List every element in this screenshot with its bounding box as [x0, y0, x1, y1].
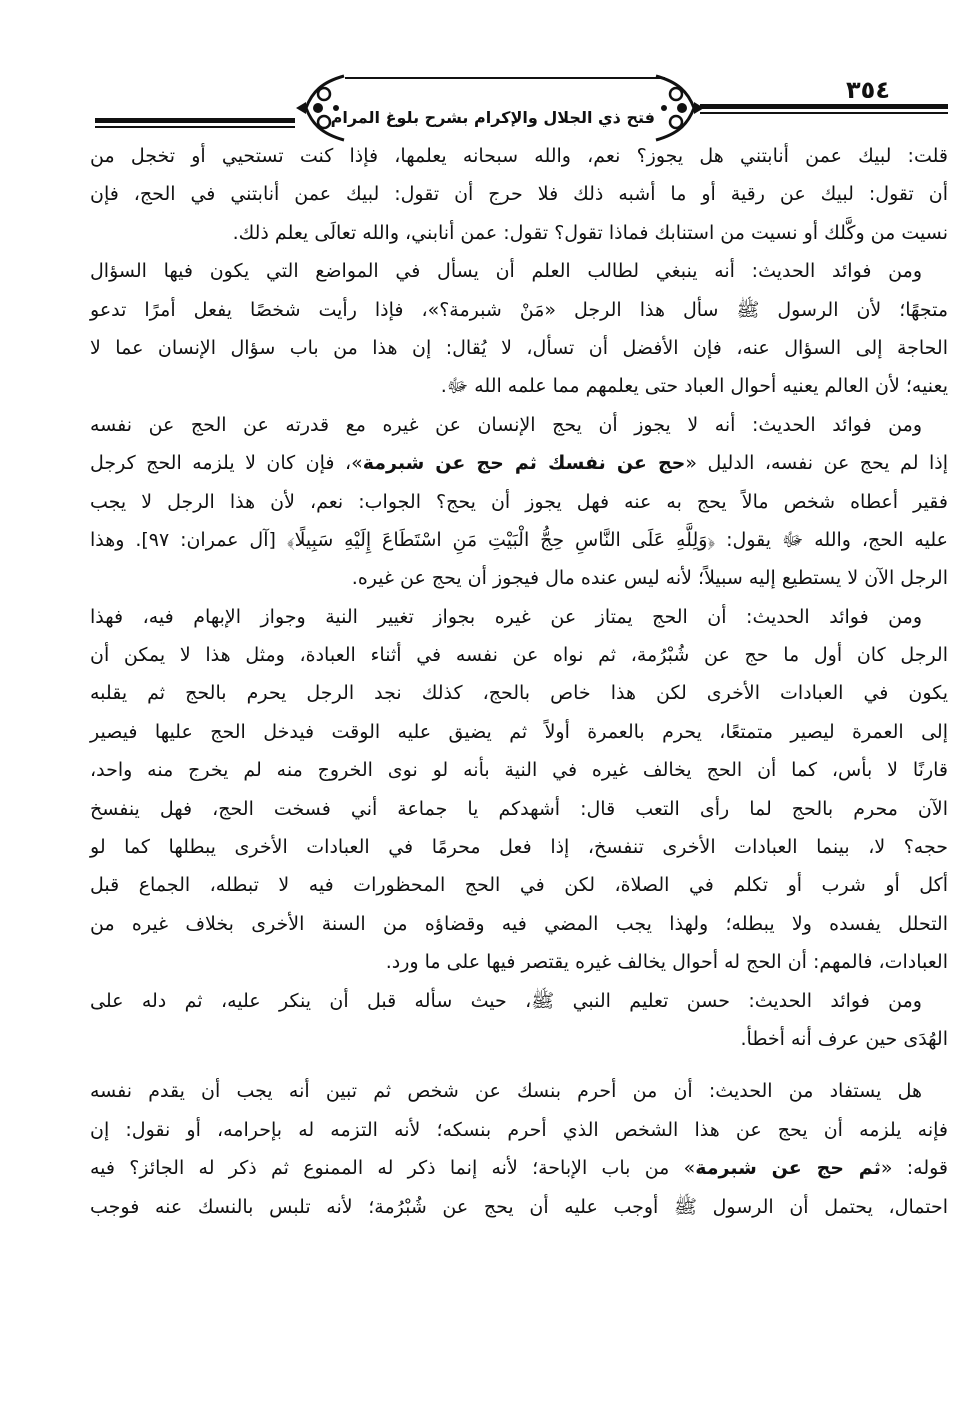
text-line: [90, 1072, 948, 1110]
text-segment: الآن محرم بالحج لما رأى التعب قال: أشهدكم يا جماعة أني فسخت الحج، فهل ينفسخ: [90, 797, 948, 820]
text-line: [90, 1111, 948, 1149]
text-segment: الرجل الآن لا يستطيع إليه سبيلاً؛ لأنه ليس عنده مال فيجوز أن يحج عن غيره.: [351, 567, 948, 590]
header-rule-top: [345, 77, 665, 79]
text-line: [90, 137, 948, 175]
page-body: [90, 137, 948, 1226]
text-segment: حجه؟ لا، بينما العبادات الأخرى تنفسخ، إذا فعل محرمًا في العبادات الأخرى يبطلها كما لو: [90, 836, 948, 859]
text-segment: أكل أو شرب أو تكلم في الصلاة، لكن في الحج المحظورات فيه لا تبطله، الجماع قبل: [90, 874, 948, 897]
text-line: [90, 367, 948, 405]
text-segment: قلت: لبيك عمن أنابتني هل يجوز؟ نعم، والله سبحانه يعلمها، فإذا كنت تستحيي أو تخجل من: [90, 145, 948, 167]
text-line: [90, 329, 948, 367]
header-rule-right-thin: [700, 112, 948, 114]
text-segment: أن تقول: لبيك عن رقية أو ما أشبه ذلك فلا حرج أن تقول: لبيك عمن أنابتني في الحج، فإن: [90, 183, 948, 206]
text-segment: نسيت من وكَّلك أو نسيت من استنابك فماذا تقول؟ تقول: عمن أنابني، والله تعالَى يعلم ذلك.: [232, 221, 948, 244]
text-line: [90, 252, 948, 290]
text-line: [90, 483, 948, 521]
text-segment: الحاجة إلى السؤال عنه، فإن الأفضل أن تسأل، لا يُقال: إن هذا من باب سؤال الإنسان عما لا: [90, 336, 948, 359]
text-segment: العبادات، فالمهم: أن الحج له أحوال يخالف غيره يقتصر فيها على ما ورد.: [385, 951, 948, 974]
text-line: [90, 444, 948, 482]
text-line: [90, 175, 948, 213]
text-line: [90, 982, 948, 1020]
text-segment: قارنًا لا بأس، كما أن الحج يخالف غيره في النية بأنه لو نوى الخروج منه لم يخرج منه واحد،: [90, 759, 948, 782]
text-line: [90, 598, 948, 636]
text-segment: ومن فوائد الحديث: أن الحج يمتاز عن غيره بجواز تغيير النية وجواز الإبهام فيه، فهذا: [90, 605, 922, 628]
text-line: [90, 674, 948, 712]
text-segment: ومن فوائد الحديث: أنه لا يجوز أن يحج الإنسان عن غيره مع قدرته عن الحج عن نفسه: [90, 413, 922, 436]
text-segment: »، فإن كان لا يلزمه الحج كرجل: [90, 452, 363, 475]
text-segment: الرجل كان أول ما حج عن شُبْرُمة، ثم نواه عن نفسه في أثناء العبادة، ومثل هذا لا يمكن أن: [90, 644, 948, 667]
text-segment: فقير أعطاه شخص مالاً يحج به عنه فهل يجوز أن يحج؟ الجواب: نعم، لأن هذا الرجل لا يجب: [90, 490, 948, 513]
page-number: ٣٥٤: [846, 76, 890, 104]
paragraph: [90, 598, 948, 982]
header-rule-right-thick: [700, 104, 948, 109]
text-line: [90, 214, 948, 252]
ornament-icon: [650, 72, 708, 144]
text-line: [90, 751, 948, 789]
text-line: [90, 1188, 948, 1226]
text-line: [90, 1020, 948, 1058]
paragraph: [90, 252, 948, 406]
text-segment: يعنيه؛ لأن العالم يعنيه أحوال العباد حتى يعلمهم مما علمه الله ﷻ.: [440, 375, 948, 398]
text-segment: ومن فوائد الحديث: حسن تعليم النبي ﷺ، حيث سأله قبل أن ينكر عليه، ثم دله على: [90, 989, 922, 1012]
text-segment: قوله: «: [880, 1157, 949, 1180]
text-line: [90, 828, 948, 866]
text-segment: هل يستفاد من الحديث: أن من أحرم بنسك عن شخص ثم تبين أنه يجب أن يقدم نفسه: [90, 1080, 922, 1103]
header-rule-left-thick: [95, 118, 295, 123]
text-segment: إذا لم يحج عن نفسه، الدليل «: [685, 452, 948, 475]
hadith-quote-bold: ثم حج عن شبرمة: [695, 1157, 881, 1180]
text-segment: » من باب الإباحة؛ لأنه إنما ذكر له الممنوع ثم ذكر له الجائز؟ فيه: [90, 1157, 696, 1180]
text-segment: إلى العمرة ليصير متمتعًا، يحرم بالعمرة أولاً ثم يضيق عليه الوقت فيدخل الحج عليها فيصير: [90, 720, 948, 743]
paragraph: [90, 137, 948, 252]
text-segment: يكون في العبادات الأخرى لكن هذا خاص بالحج، كذلك نجد الرجل يحرم بالحج ثم يقلبه: [90, 682, 948, 705]
text-segment: ومن فوائد الحديث: أنه ينبغي لطالب العلم أن يسأل في المواضع التي يكون فيها السؤال: [90, 260, 922, 283]
book-title: فتح ذي الجلال والإكرام بشرح بلوغ المرام: [330, 108, 655, 127]
paragraph: [90, 982, 948, 1059]
text-segment: الهُدَى حين عرف أنه أخطأ.: [740, 1027, 948, 1050]
text-line: [90, 713, 948, 751]
text-line: [90, 790, 948, 828]
text-segment: فإنه يلزمه أن يحج عن هذا الشخص الذي أحرم بنسكه؛ لأنه التزمه له بإحرامه، أو نقول: إن: [90, 1118, 948, 1141]
text-segment: احتمال، يحتمل أن الرسول ﷺ أوجب عليه أن يحج عن شُبْرُمة؛ لأنه تلبس بالنسك عنه فوجب: [90, 1195, 948, 1218]
text-segment: عليه الحج، والله ﷻ يقول: ﴿وَلِلَّهِ عَلَى النَّاسِ حِجُّ الْبَيْتِ مَنِ اسْتَطَاعَ إِلَيْهِ سَبِيلًا﴾ [آل عمران: ٩٧]. وهذا: [90, 528, 948, 551]
text-line: [90, 291, 948, 329]
text-segment: التحلل يفسده ولا يبطله؛ ولهذا يجب المضي فيه وقضاؤه من السنة الأخرى بخلاف غيره من: [90, 912, 948, 935]
text-line: [90, 1149, 948, 1187]
text-line: [90, 636, 948, 674]
text-line: [90, 406, 948, 444]
hadith-quote-bold: حج عن نفسك ثم حج عن شبرمة: [362, 452, 686, 475]
text-line: [90, 559, 948, 597]
paragraph: [90, 406, 948, 598]
paragraph: [90, 1072, 948, 1226]
text-line: [90, 943, 948, 981]
text-segment: متجهًا؛ لأن الرسول ﷺ سأل هذا الرجل «مَنْ شبرمة؟»، فإذا رأيت شخصًا يفعل أمرًا تدعو: [90, 298, 948, 321]
text-line: [90, 905, 948, 943]
text-line: [90, 521, 948, 559]
text-line: [90, 866, 948, 904]
header-rule-left-thin: [95, 126, 295, 128]
